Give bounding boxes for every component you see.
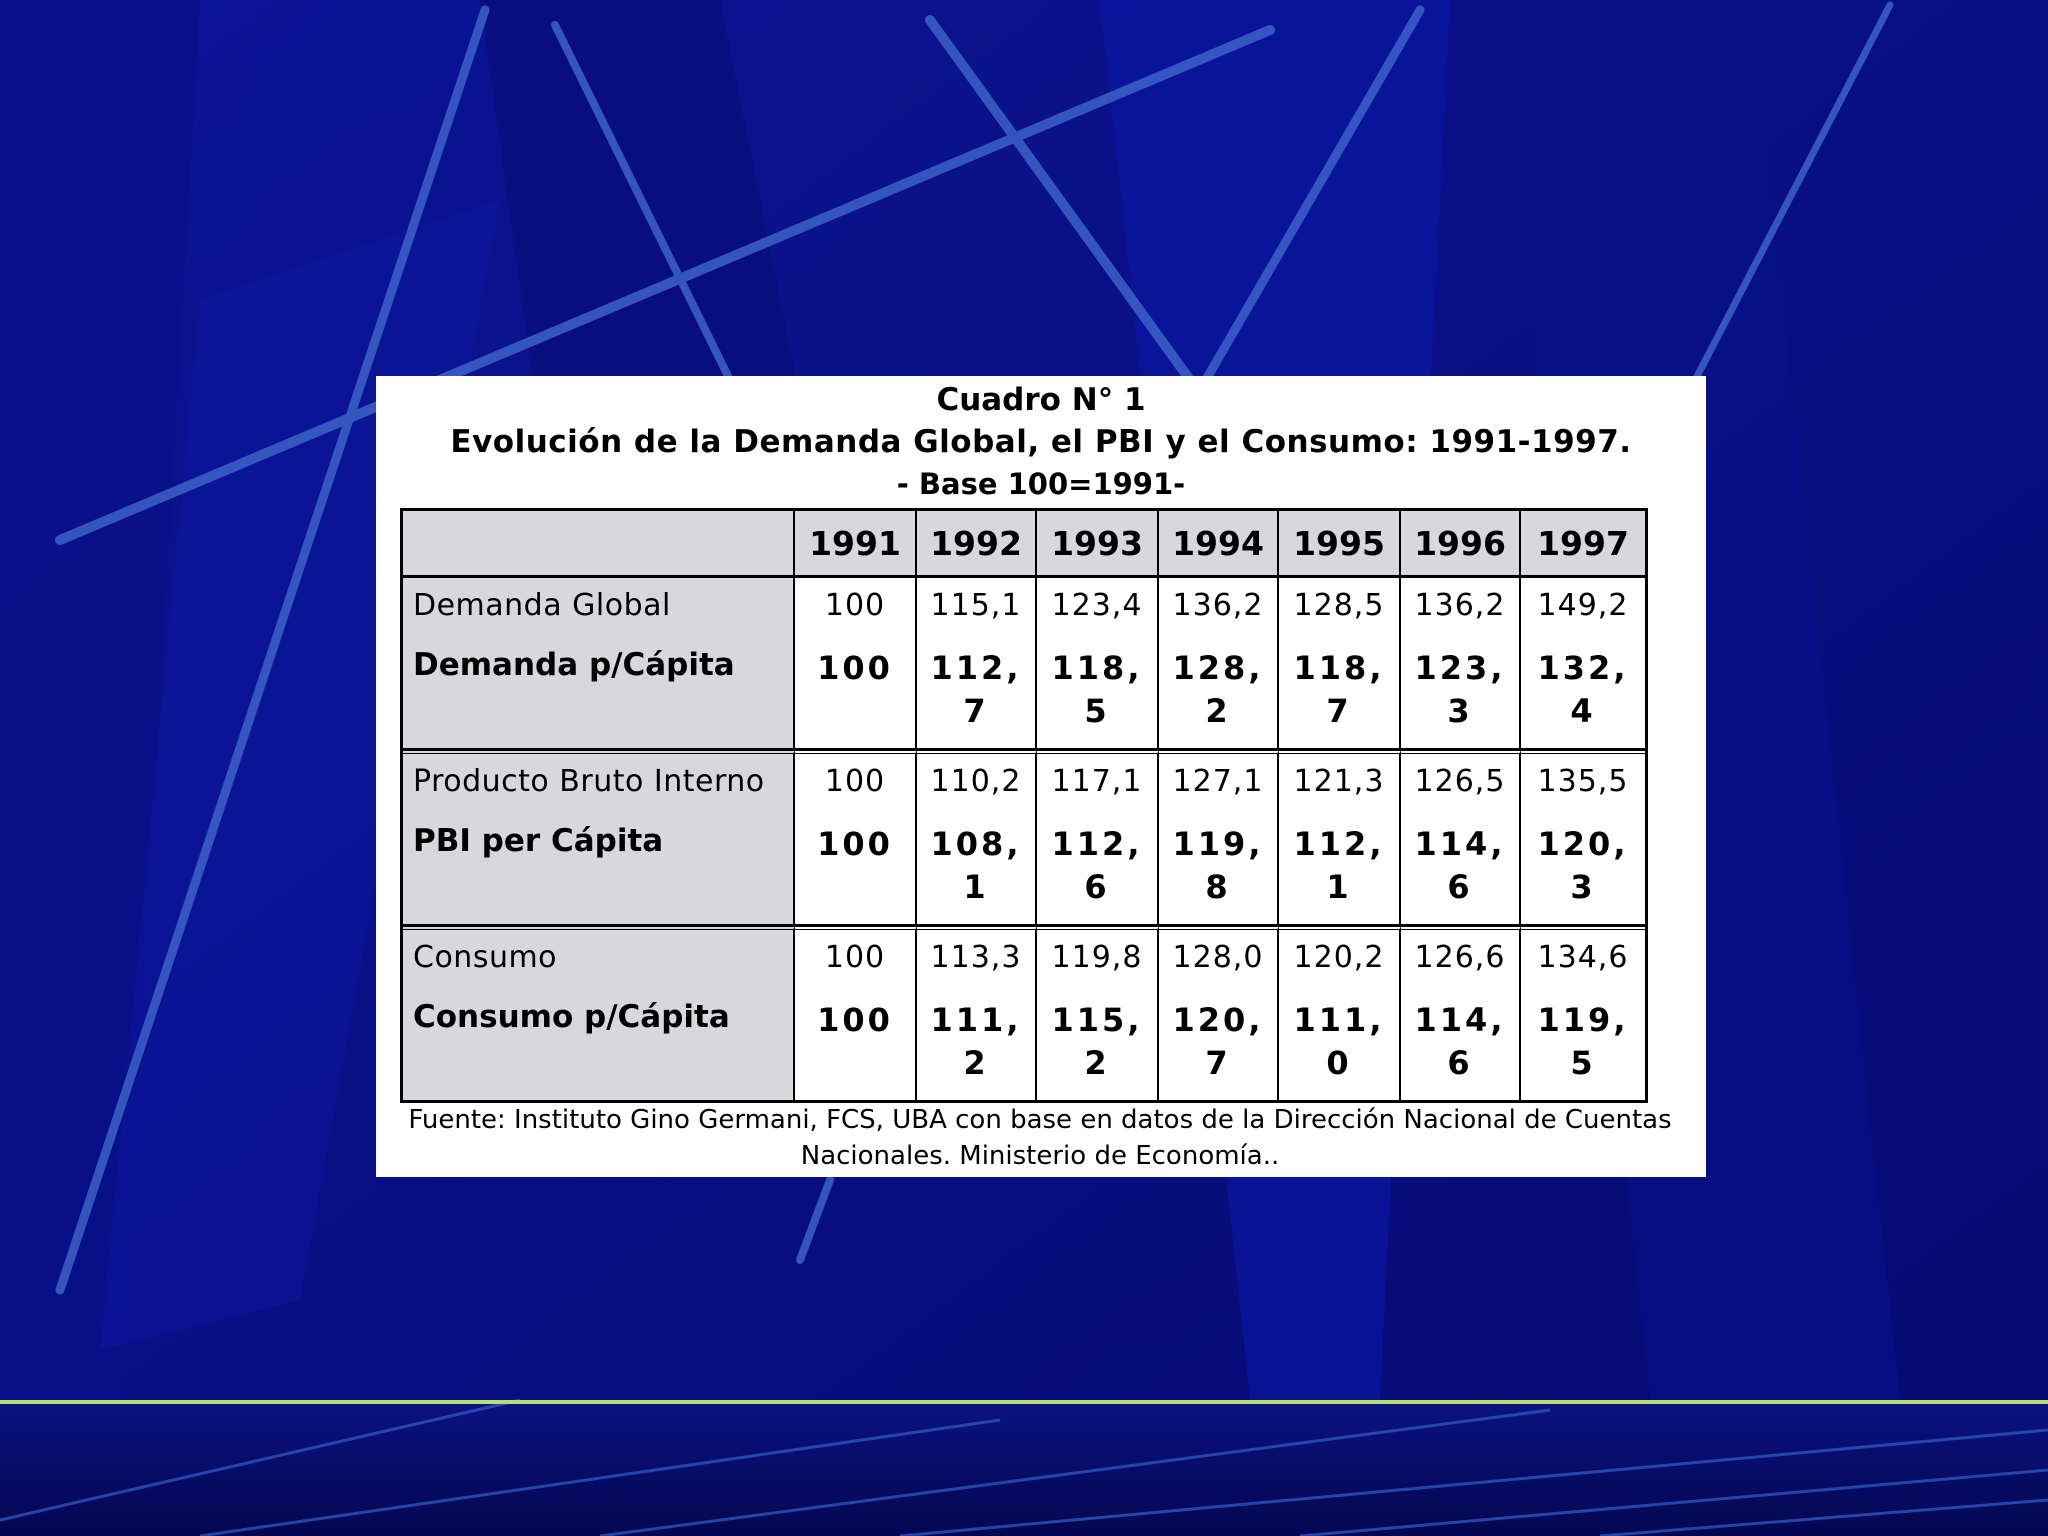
value: 128,5 [1293, 588, 1385, 623]
value: 136,2 [1414, 588, 1506, 623]
value-per-capita: 118,5 [1051, 649, 1143, 730]
value-per-capita: 123,3 [1414, 649, 1506, 730]
value: 120,2 [1293, 940, 1385, 975]
value-per-capita: 112,7 [930, 649, 1022, 730]
value-per-capita: 112,1 [1293, 825, 1385, 906]
value-per-capita: 118,7 [1293, 649, 1385, 730]
value-per-capita: 114,6 [1414, 1001, 1506, 1082]
value-per-capita: 132,4 [1537, 649, 1629, 730]
value-cell [1401, 926, 1521, 1100]
value-cell [1521, 750, 1645, 926]
row-label: Producto Bruto Interno [413, 764, 765, 799]
value: 115,1 [930, 588, 1022, 623]
value-cell [1279, 750, 1401, 926]
value: 110,2 [930, 764, 1022, 799]
value: 117,1 [1051, 764, 1143, 799]
value: 100 [824, 764, 886, 799]
value-cell [917, 578, 1037, 750]
value-cell [795, 750, 917, 926]
value: 119,8 [1051, 940, 1143, 975]
value-per-capita: 108,1 [930, 825, 1022, 906]
table-row-demanda [403, 578, 1645, 750]
value-per-capita: 128,2 [1172, 649, 1264, 730]
value-per-capita: 111,0 [1293, 1001, 1385, 1082]
year-header: 1996 [1401, 511, 1521, 578]
value: 100 [824, 588, 886, 623]
value-cell [1037, 578, 1159, 750]
year-header: 1992 [917, 511, 1037, 578]
value-per-capita: 112,6 [1051, 825, 1143, 906]
table-card [376, 376, 1706, 1177]
value-per-capita: 115,2 [1051, 1001, 1143, 1082]
row-label-cell [403, 578, 795, 750]
row-label: Demanda Global [413, 588, 671, 623]
value-cell [1401, 750, 1521, 926]
year-header: 1994 [1159, 511, 1279, 578]
value-cell [1159, 750, 1279, 926]
value: 113,3 [930, 940, 1022, 975]
value-cell [1401, 578, 1521, 750]
value-per-capita: 120,3 [1537, 825, 1629, 906]
value: 126,6 [1414, 940, 1506, 975]
row-label-per-capita: Consumo p/Cápita [413, 999, 730, 1035]
year-header: 1995 [1279, 511, 1401, 578]
value-per-capita: 100 [817, 1001, 893, 1039]
value-cell [795, 926, 917, 1100]
value: 149,2 [1537, 588, 1629, 623]
table-subtitle: Evolución de la Demanda Global, el PBI y el Consumo: 1991-1997. [450, 424, 1632, 460]
value-cell [917, 750, 1037, 926]
value-cell [1037, 750, 1159, 926]
value: 134,6 [1537, 940, 1629, 975]
table-row-consumo [403, 926, 1645, 1100]
row-label: Consumo [413, 940, 558, 975]
header-empty-cell [403, 511, 795, 578]
row-label-per-capita: Demanda p/Cápita [413, 647, 735, 683]
row-label-cell [403, 750, 795, 926]
value: 121,3 [1293, 764, 1385, 799]
row-label-cell [403, 926, 795, 1100]
header-row [403, 511, 1645, 578]
value-cell [1159, 578, 1279, 750]
value-cell [1521, 578, 1645, 750]
value: 128,0 [1172, 940, 1264, 975]
value-per-capita: 100 [817, 649, 893, 687]
value: 123,4 [1051, 588, 1143, 623]
value-cell [1279, 578, 1401, 750]
table-base-note: - Base 100=1991- [896, 467, 1186, 501]
value-per-capita: 111,2 [930, 1001, 1022, 1082]
value-cell [1521, 926, 1645, 1100]
year-header: 1991 [795, 511, 917, 578]
value-cell [1037, 926, 1159, 1100]
table-row-pbi [403, 750, 1645, 926]
source-note: Fuente: Instituto Gino Germani, FCS, UBA con base en datos de la Dirección Nacional de Cuentas Nacionales. Ministerio de Economía.. [408, 1105, 1672, 1171]
value-per-capita: 114,6 [1414, 825, 1506, 906]
value-per-capita: 100 [817, 825, 893, 863]
value-cell [917, 926, 1037, 1100]
row-label-per-capita: PBI per Cápita [413, 823, 664, 859]
value-per-capita: 119,5 [1537, 1001, 1629, 1082]
year-header: 1993 [1037, 511, 1159, 578]
value-cell [1279, 926, 1401, 1100]
value: 100 [824, 940, 886, 975]
value-cell [795, 578, 917, 750]
value-per-capita: 120,7 [1172, 1001, 1264, 1082]
table-title: Cuadro N° 1 [936, 382, 1146, 418]
year-header: 1997 [1521, 511, 1645, 578]
value: 126,5 [1414, 764, 1506, 799]
value-per-capita: 119,8 [1172, 825, 1264, 906]
value: 127,1 [1172, 764, 1264, 799]
value: 136,2 [1172, 588, 1264, 623]
value-cell [1159, 926, 1279, 1100]
value: 135,5 [1537, 764, 1629, 799]
data-table [400, 508, 1648, 1103]
